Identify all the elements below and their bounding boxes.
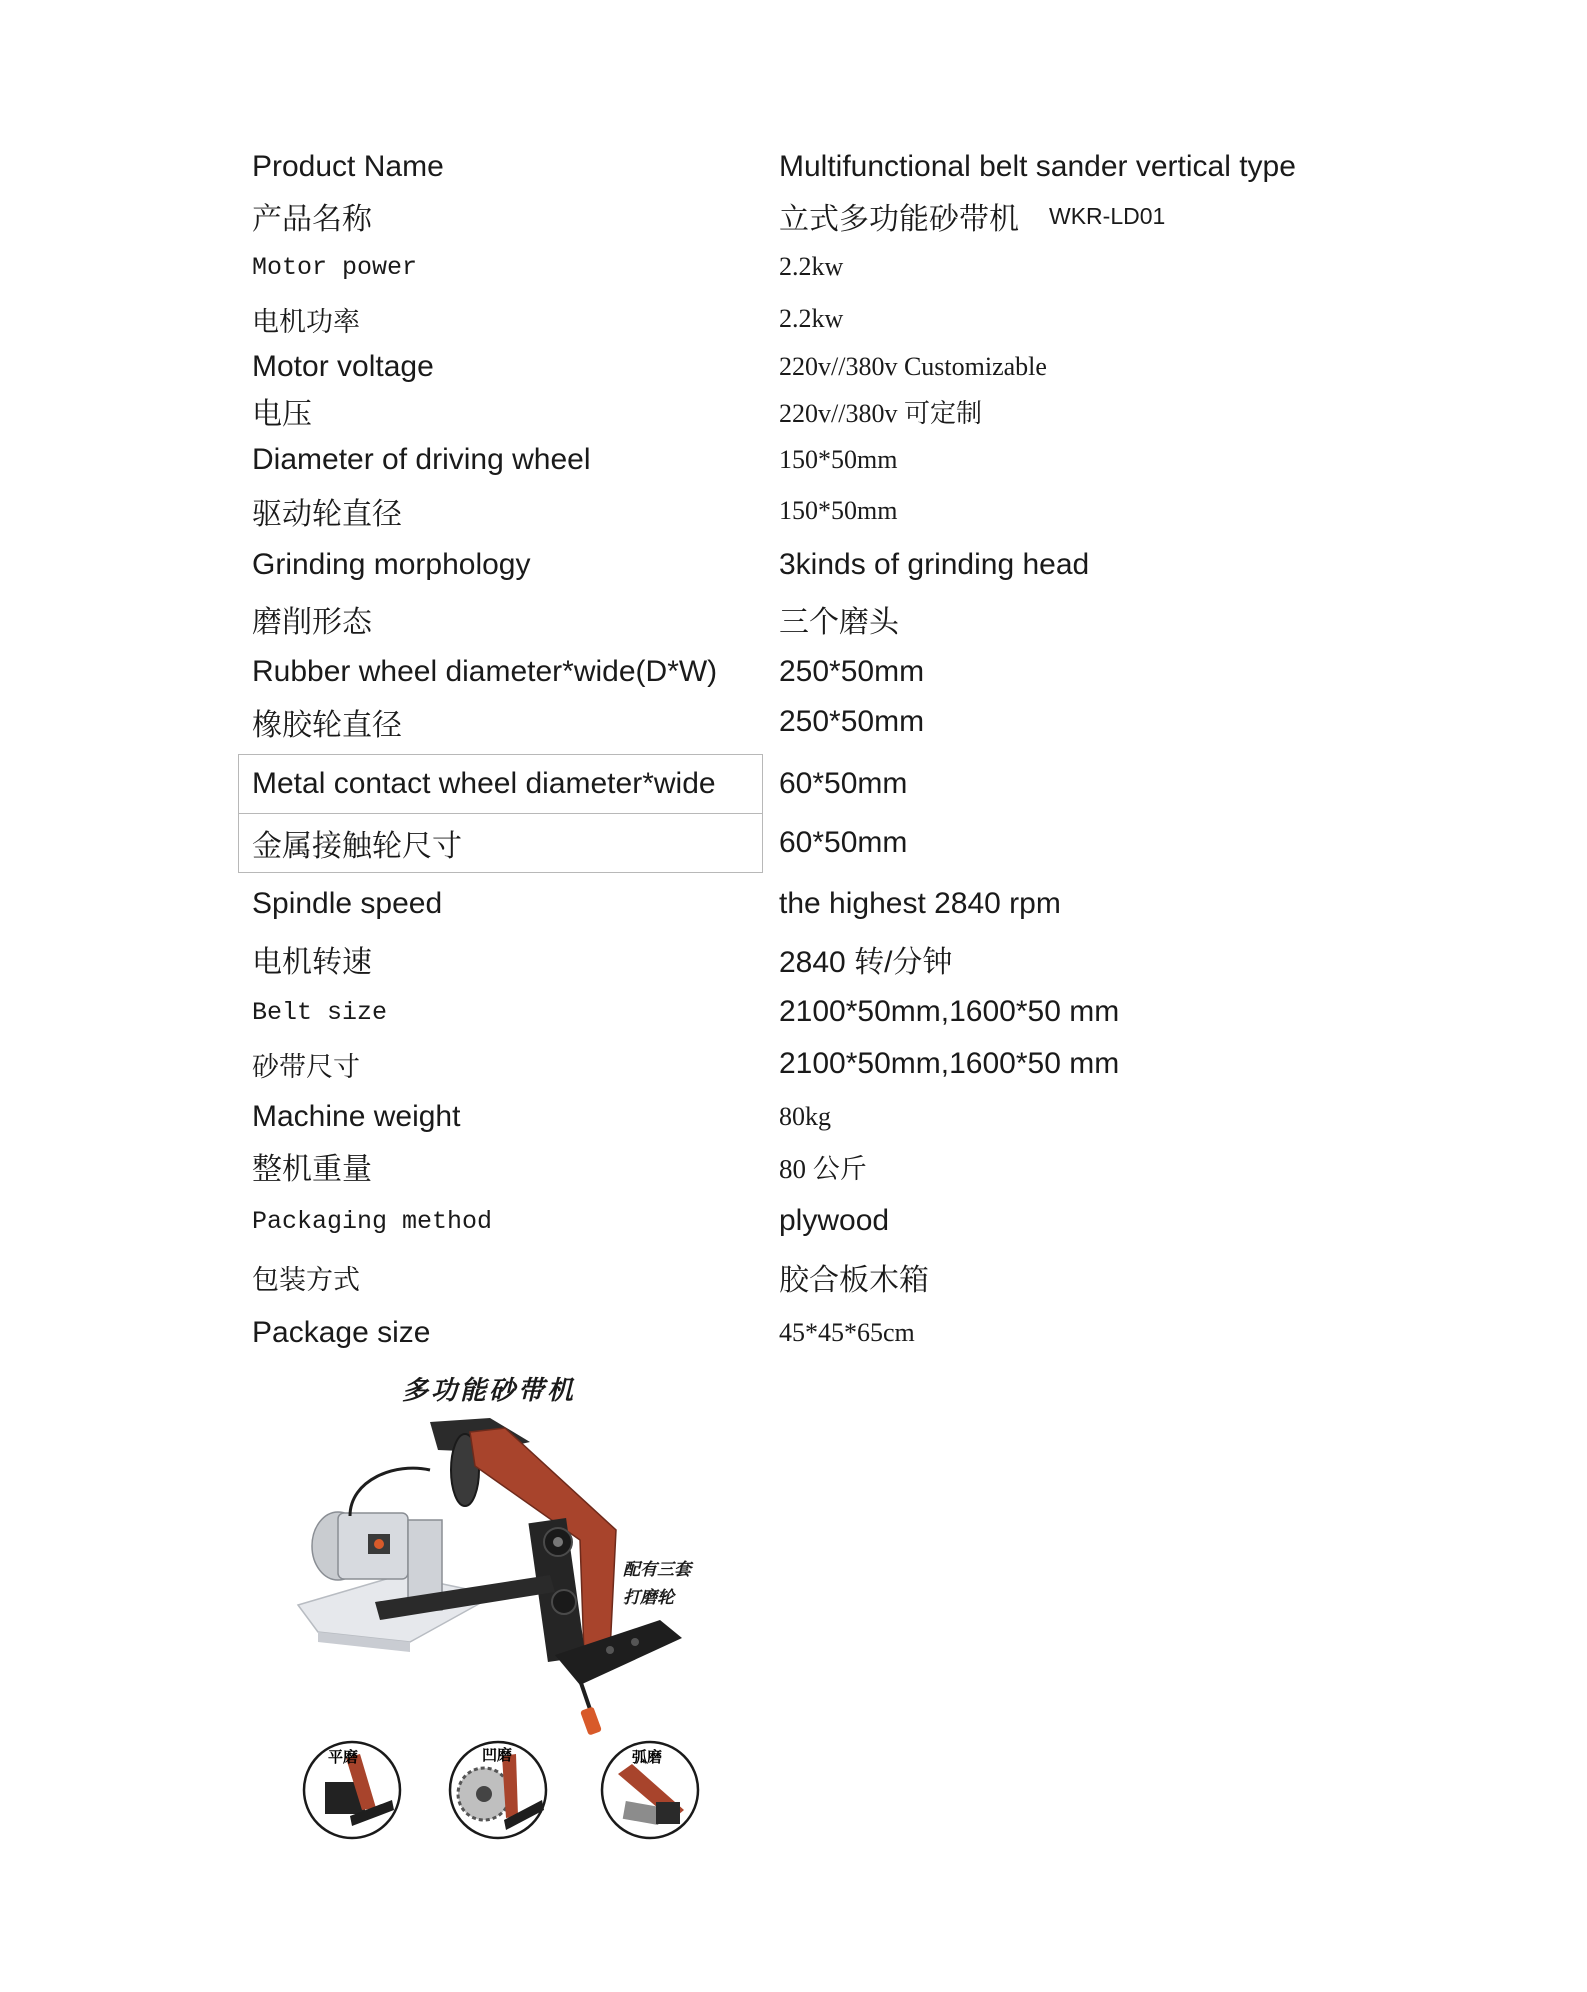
spec-value: 3kinds of grinding head (779, 548, 1090, 581)
detail-label: 凹磨 (482, 1748, 513, 1764)
spec-row-motor-voltage (238, 345, 1338, 389)
spec-value-group (779, 194, 1165, 238)
spec-label: Package size (252, 1316, 431, 1349)
spec-row-machine-weight (238, 1095, 1338, 1139)
spec-label: Diameter of driving wheel (252, 443, 591, 476)
spec-label: Motor power (252, 252, 418, 282)
spec-label: 橡胶轮直径 (252, 709, 402, 742)
spec-row-grinding-morphology (238, 543, 1338, 587)
spec-value: 2100*50mm,1600*50 mm (779, 1047, 1120, 1080)
spec-label: 砂带尺寸 (252, 1051, 360, 1082)
spec-value: 立式多功能砂带机 (779, 203, 1019, 236)
spec-value: 60*50mm (779, 767, 908, 800)
spec-value: 胶合板木箱 (779, 1264, 929, 1297)
spec-value: 150*50mm (779, 445, 898, 474)
detail-concave-grinding (450, 1742, 546, 1838)
spec-row-packaging-method-cn (238, 1255, 1338, 1299)
spec-value: 220v//380v Customizable (779, 352, 1047, 381)
spec-label: Packaging method (252, 1206, 493, 1236)
spec-value: 2840 转/分钟 (779, 946, 953, 979)
spec-label: Grinding morphology (252, 548, 531, 581)
spec-value: 250*50mm (779, 705, 925, 738)
detail-label: 平磨 (328, 1750, 359, 1766)
spec-label: 包装方式 (252, 1264, 360, 1295)
belt-sander-illustration (280, 1370, 750, 1850)
spec-row-package-size (238, 1311, 1338, 1355)
spec-value: 60*50mm (779, 826, 908, 859)
spec-row-product-name (238, 145, 1338, 189)
spec-row-metal-contact-wheel-cn (238, 821, 1338, 865)
model-number: WKR-LD01 (1049, 202, 1166, 229)
spec-row-product-name-cn (238, 194, 1338, 238)
spec-label: Motor voltage (252, 350, 434, 383)
figure-note-line2: 打磨轮 (623, 1588, 674, 1607)
spec-row-driving-wheel-cn (238, 489, 1338, 533)
spec-label: Metal contact wheel diameter*wide (252, 767, 716, 800)
spec-row-packaging-method (238, 1199, 1338, 1243)
spec-value: 80kg (779, 1102, 831, 1131)
spec-label: Spindle speed (252, 887, 443, 920)
spec-row-metal-contact-wheel (238, 762, 1338, 806)
detail-flat-grinding (304, 1742, 400, 1838)
spec-row-spindle-speed-cn (238, 937, 1338, 981)
spec-value: plywood (779, 1204, 890, 1237)
spec-value: 2100*50mm,1600*50 mm (779, 995, 1120, 1028)
spec-row-grinding-morphology-cn (238, 597, 1338, 641)
spec-value: 2.2kw (779, 304, 844, 333)
spec-value: Multifunctional belt sander vertical type (779, 150, 1296, 183)
spec-row-motor-power-cn (238, 297, 1338, 341)
spec-label: Rubber wheel diameter*wide(D*W) (252, 655, 718, 688)
tension-handle (580, 1706, 602, 1735)
spec-row-belt-size-cn (238, 1042, 1338, 1086)
spec-label: 电压 (252, 398, 312, 431)
spec-label: Belt size (252, 997, 388, 1027)
spec-value: the highest 2840 rpm (779, 887, 1061, 920)
spec-value: 220v//380v 可定制 (779, 398, 982, 428)
spec-value: 2.2kw (779, 252, 844, 281)
spec-label: 磨削形态 (252, 606, 372, 639)
spec-label: 金属接触轮尺寸 (252, 830, 462, 863)
figure-title: 多功能砂带机 (402, 1376, 577, 1405)
spec-row-rubber-wheel (238, 650, 1338, 694)
spec-label: Product Name (252, 150, 444, 183)
spec-label: Machine weight (252, 1100, 461, 1133)
spec-label: 驱动轮直径 (252, 498, 402, 531)
spec-value: 150*50mm (779, 496, 898, 525)
spec-value: 250*50mm (779, 655, 925, 688)
spec-row-machine-weight-cn (238, 1144, 1338, 1188)
spec-label: 电机转速 (252, 946, 372, 979)
spec-row-driving-wheel (238, 438, 1338, 482)
detail-arc-grinding (602, 1742, 698, 1838)
spec-label: 整机重量 (252, 1153, 372, 1186)
spec-row-rubber-wheel-cn (238, 700, 1338, 744)
detail-label: 弧磨 (632, 1750, 663, 1766)
spec-row-motor-power (238, 245, 1338, 289)
spec-label: 产品名称 (252, 203, 372, 236)
spec-row-motor-voltage-cn (238, 389, 1338, 433)
spec-value: 45*45*65cm (779, 1318, 915, 1347)
spec-row-belt-size (238, 990, 1338, 1034)
spec-label: 电机功率 (252, 306, 360, 337)
spec-value: 80 公斤 (779, 1153, 867, 1184)
product-figure (280, 1370, 750, 1850)
spec-row-spindle-speed (238, 882, 1338, 926)
spec-value: 三个磨头 (779, 606, 899, 639)
figure-note-line1: 配有三套 (623, 1560, 691, 1579)
